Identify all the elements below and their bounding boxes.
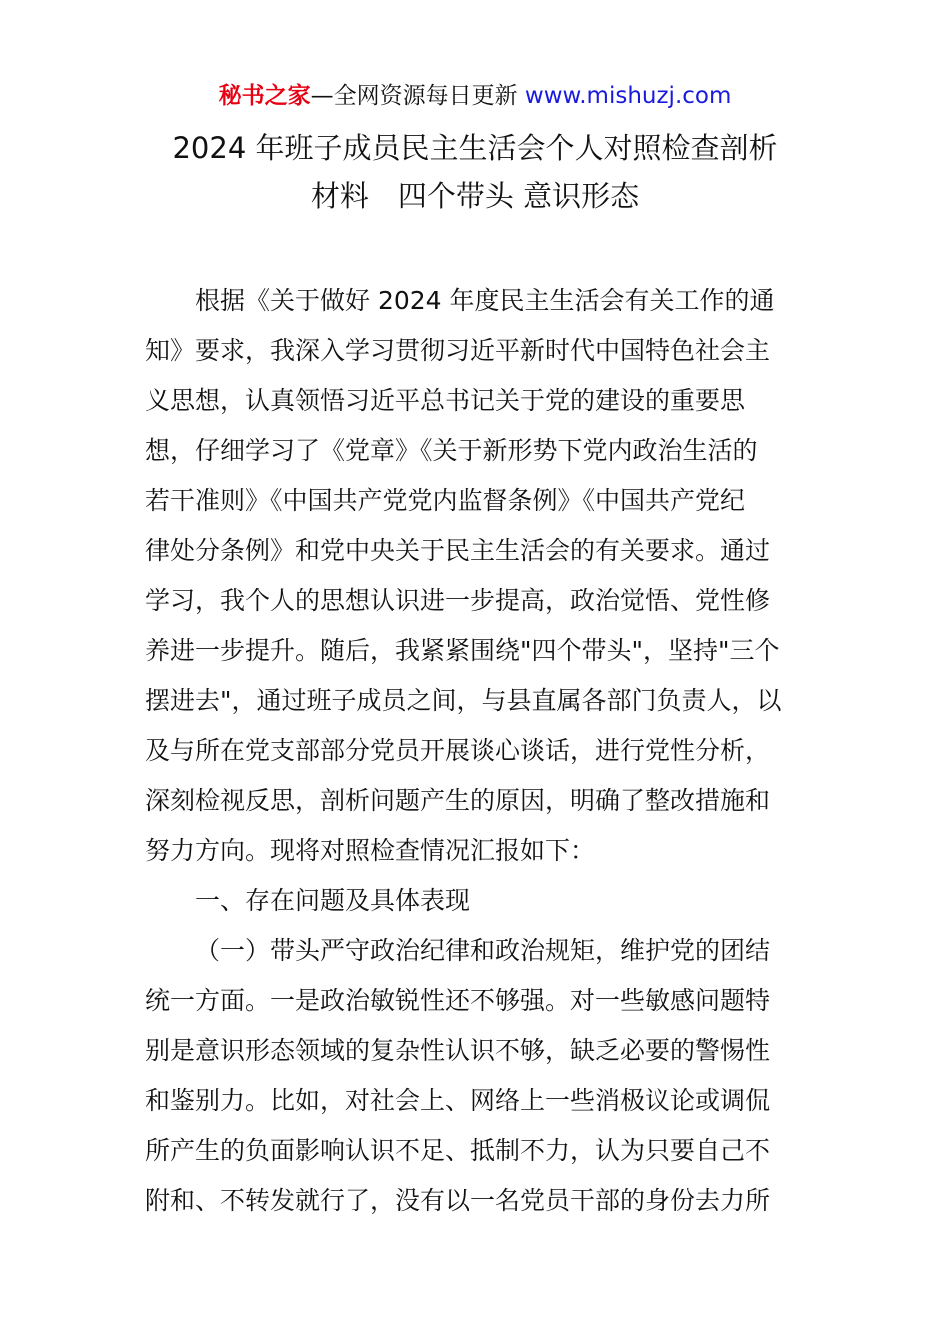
body-line: 深刻检视反思，剖析问题产生的原因，明确了整改措施和 <box>145 786 771 815</box>
site-header <box>0 80 950 112</box>
body-line: 统一方面。一是政治敏锐性还不够强。对一些敏感问题特 <box>145 986 771 1015</box>
document-title <box>60 124 890 220</box>
body-line: 别是意识形态领域的复杂性认识不够，缺乏必要的警惕性 <box>145 1036 771 1065</box>
body-line: 和鉴别力。比如，对社会上、网络上一些消极议论或调侃 <box>145 1086 771 1115</box>
body-line: 想，仔细学习了《党章》《关于新形势下党内政治生活的 <box>145 436 758 465</box>
section-heading: 一、存在问题及具体表现 <box>195 886 471 915</box>
document-body <box>145 276 810 1226</box>
site-brand: 秘书之家 <box>218 83 311 109</box>
body-line: 律处分条例》和党中央关于民主生活会的有关要求。通过 <box>145 536 771 565</box>
body-line: 养进一步提升。随后，我紧紧围绕"四个带头"，坚持"三个 <box>145 636 780 665</box>
body-line: 根据《关于做好 2024 年度民主生活会有关工作的通 <box>195 286 775 315</box>
body-line: 若干准则》《中国共产党党内监督条例》《中国共产党纪 <box>145 486 746 515</box>
site-url-link[interactable]: www.mishuzj.com <box>524 83 732 109</box>
site-tagline: —全网资源每日更新 <box>310 83 525 109</box>
body-line: 所产生的负面影响认识不足、抵制不力，认为只要自己不 <box>145 1136 771 1165</box>
title-line-2: 材料 四个带头 意识形态 <box>310 179 640 213</box>
body-line: 摆进去"，通过班子成员之间，与县直属各部门负责人，以 <box>145 686 782 715</box>
body-line: 义思想，认真领悟习近平总书记关于党的建设的重要思 <box>145 386 746 415</box>
body-line: 努力方向。现将对照检查情况汇报如下： <box>145 836 596 865</box>
body-line: 学习，我个人的思想认识进一步提高，政治觉悟、党性修 <box>145 586 771 615</box>
body-line: 及与所在党支部部分党员开展谈心谈话，进行党性分析， <box>145 736 771 765</box>
subsection-heading: （一）带头严守政治纪律和政治规矩，维护党的团结 <box>195 936 771 965</box>
body-line: 附和、不转发就行了，没有以一名党员干部的身份去力所 <box>145 1186 771 1215</box>
title-line-1: 2024 年班子成员民主生活会个人对照检查剖析 <box>172 131 778 165</box>
body-line: 知》要求，我深入学习贯彻习近平新时代中国特色社会主 <box>145 336 771 365</box>
